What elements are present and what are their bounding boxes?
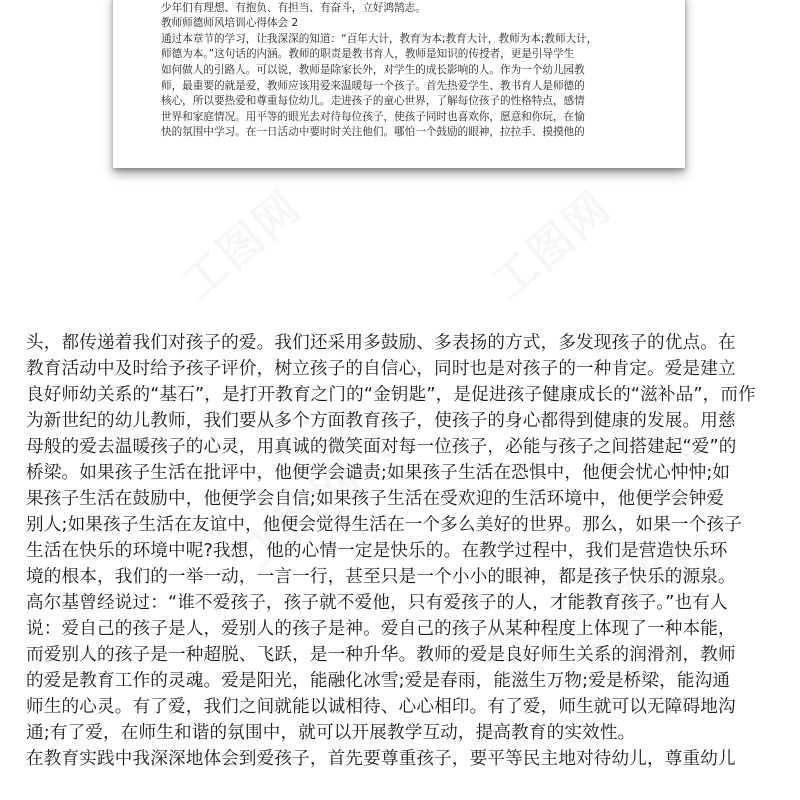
- watermark: 工图网: [172, 181, 312, 310]
- body-line: 母般的爱去温暖孩子的心灵，用真诚的微笑面对每一位孩子，必能与孩子之间搭建起“爱”的: [26, 437, 737, 457]
- body-line: 别人;如果孩子生活在友谊中，他便会觉得生活在一个多么美好的世界。那么，如果一个孩子: [26, 515, 742, 535]
- body-line: 高尔基曾经说过：“谁不爱孩子，孩子就不爱他，只有爱孩子的人，才能教育孩子。”也有人: [26, 593, 728, 613]
- preview-area: [0, 0, 800, 245]
- body-line: 头，都传递着我们对孩子的爱。我们还采用多鼓励、多表扬的方式，多发现孩子的优点。在: [26, 333, 736, 353]
- document-body: [26, 330, 786, 772]
- preview-line: 少年们有理想、有抱负、有担当、有奋斗，立好鸿鹄志。: [161, 1, 426, 14]
- body-line: 桥梁。如果孩子生活在批评中，他便学会谴责;如果孩子生活在恐惧中，他便会忧心忡忡;如: [26, 463, 731, 483]
- preview-line: 通过本章节的学习，让我深深的知道：“百年大计，教育为本;教育大计，教师为本;教师大计，: [161, 32, 598, 45]
- preview-line: 快的氛围中学习。在一日活动中要时时关注他们。哪怕一个鼓励的眼神，拉拉手、摸摸他的: [161, 126, 585, 139]
- body-line: 说：爱自己的孩子是人，爱别人的孩子是神。爱自己的孩子从某种程度上体现了一种本能，: [26, 619, 736, 639]
- preview-line: 核心，所以要热爱和尊重每位幼儿。走进孩子的童心世界，了解每位孩子的性格特点，感情: [161, 95, 585, 108]
- body-line: 通;有了爱，在师生和谐的氛围中，就可以开展教学互动，提高教育的实效性。: [26, 723, 636, 743]
- body-line: 生活在快乐的环境中呢?我想，他的心情一定是快乐的。在教学过程中，我们是营造快乐环: [26, 541, 728, 561]
- body-line: 的爱是教育工作的灵魂。爱是阳光，能融化冰雪;爱是春雨，能滋生万物;爱是桥梁，能沟通: [26, 671, 731, 691]
- preview-line: 如何做人的引路人。可以说，教师是除家长外，对学生的成长影响的人。作为一个幼儿园教: [161, 63, 585, 76]
- watermark: 工图网: [232, 451, 372, 580]
- watermark: 工图网: [562, 531, 702, 660]
- document-preview-card: [113, 0, 685, 168]
- body-line: 为新世纪的幼儿教师，我们要从多个方面教育孩子，使孩子的身心都得到健康的发展。用慈: [26, 411, 736, 431]
- preview-line: 师德为本。”这句话的内涵。教师的职责是教书育人，教师是知识的传授者，更是引导学生: [161, 48, 575, 61]
- body-line: 师生的心灵。有了爱，我们之间就能以诚相待、心心相印。有了爱，师生就可以无障碍地沟: [26, 697, 736, 717]
- preview-text: [161, 0, 661, 141]
- watermark: 工图网: [482, 181, 622, 310]
- body-line: 境的根本，我们的一举一动，一言一行，甚至只是一个小小的眼神，都是孩子快乐的源泉。: [26, 567, 736, 587]
- body-line: 教育活动中及时给予孩子评价，树立孩子的自信心，同时也是对孩子的一种肯定。爱是建立: [26, 359, 736, 379]
- body-line: 良好师幼关系的“基石”，是打开教育之门的“金钥匙”，是促进孩子健康成长的“滋补品”，而作: [26, 385, 756, 405]
- preview-line: 世界和家庭情况。用平等的眼光去对待每位孩子，使孩子同时也喜欢你，愿意和你玩，在愉: [161, 110, 585, 123]
- preview-heading: 教师师德师风培训心得体会 2: [161, 17, 299, 30]
- body-line: 而爱别人的孩子是一种超脱、飞跃，是一种升华。教师的爱是良好师生关系的润滑剂，教师: [26, 645, 736, 665]
- body-line: 果孩子生活在鼓励中，他便学会自信;如果孩子生活在受欢迎的生活环境中，他便学会钟爱: [26, 489, 725, 509]
- preview-line: 师，最重要的就是爱，教师应该用爱来温暖每一个孩子。首先热爱学生、教书育人是师德的: [161, 79, 585, 92]
- body-line: 在教育实践中我深深地体会到爱孩子，首先要尊重孩子，要平等民主地对待幼儿，尊重幼儿: [26, 749, 736, 769]
